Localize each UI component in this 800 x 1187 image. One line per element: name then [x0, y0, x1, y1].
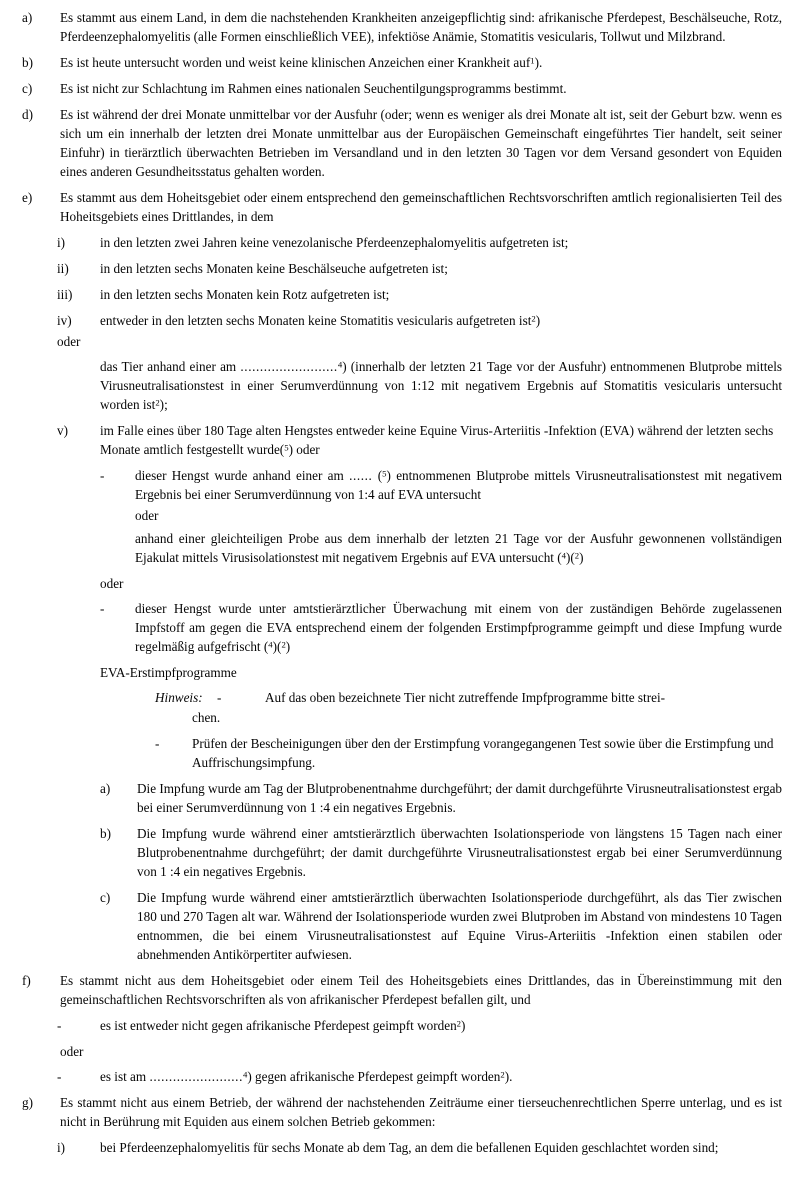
footnote-ref: 2: [456, 1018, 462, 1029]
list-item-text: [135, 466, 782, 504]
list-marker: f): [22, 973, 31, 988]
list-item-text: in den letzten sechs Monaten kein Rotz aufgetreten ist;: [100, 287, 390, 302]
list-marker: d): [22, 107, 33, 122]
list-item-e-iv: [0, 311, 800, 330]
list-item-text: Es stammt nicht aus einem Betrieb, der während der nachstehenden Zeiträume einer tierseuchenrechtlichen Sperre unterlag, und es ist nicht in Berührung mit Equiden aus einem solchen Betrieb gekommen:: [60, 1095, 782, 1129]
eva-program-c: [0, 888, 800, 964]
footnote-ref: 2: [574, 550, 580, 561]
list-marker: e): [22, 190, 33, 205]
footnote-ref: 4: [561, 550, 566, 561]
list-item-text: [100, 421, 782, 459]
eva-program-b: [0, 824, 800, 881]
text-part-2: )(: [566, 550, 575, 565]
text-part-3: );: [159, 397, 168, 412]
list-item-e-i: [0, 233, 800, 252]
list-marker: ii): [57, 261, 69, 276]
fill-in-blank-dots: ........................: [149, 1069, 243, 1084]
list-marker: c): [22, 81, 33, 96]
list-marker: iii): [57, 287, 73, 302]
footnote-ref: 5: [382, 468, 387, 479]
text-before-footnote: es ist entweder nicht gegen afrikanische Pferdepest geimpft worden: [100, 1018, 457, 1033]
footnote-ref: 2: [531, 313, 536, 324]
dash-marker: -: [217, 690, 222, 705]
list-item-text: Es stammt aus dem Hoheitsgebiet oder einem entsprechend den gemeinschaftlichen Rechtsvorschriften amtlich regionalisierten Teil des Hoheitsgebiets eines Drittlandes, in dem: [60, 190, 782, 224]
list-item-d: [0, 105, 800, 181]
list-item-e-v: [0, 421, 800, 459]
footnote-ref: 2: [281, 639, 286, 650]
text-part-1: das Tier anhand einer am: [100, 359, 241, 374]
hinweis-note: [0, 688, 800, 707]
list-item-e-v-dash-1: [0, 466, 800, 504]
list-item-e-v-dash-2: [0, 599, 800, 656]
list-item-e: [0, 188, 800, 226]
list-item-b: [0, 53, 800, 72]
dash-marker: -: [57, 1018, 62, 1033]
list-marker: v): [57, 423, 68, 438]
list-item-text: bei Pferdeenzephalomyelitis für sechs Monate ab dem Tag, an dem die befallenen Equiden geschlachtet worden sind;: [100, 1140, 719, 1155]
list-marker: a): [22, 10, 33, 25]
list-item-text: Die Impfung wurde am Tag der Blutprobenentnahme durchgeführt; der damit durchgeführte Virusneutralisationstest ergab bei einer Serumverdünnung von 1 :4 ein negatives Ergebnis.: [137, 781, 783, 815]
eva-programs-heading: EVA-Erstimpfprogramme: [100, 665, 237, 680]
document-body: [0, 8, 800, 1164]
dash-marker: -: [57, 1069, 62, 1084]
eva-program-a: [0, 779, 800, 817]
list-item-text: [100, 1016, 782, 1035]
text-part-1: es ist am: [100, 1069, 150, 1084]
dash-marker: -: [100, 601, 105, 616]
text-part-1: dieser Hengst wurde unter amtstierärztlicher Überwachung mit einem von der zuständigen Behörde zugelassenen Impfstoff am gegen die EVA entsprechend einem der folgenden Erstimpfprogramme geimpft und diese Impfung wurde regelmäßig aufgefrischt (: [135, 601, 782, 654]
text-before-footnote: im Falle eines über 180 Tage alten Hengstes entweder keine Equine Virus-Arteriitis -Infektion (EVA) während der letzten sechs Monate amtlich festgestellt wurde(: [100, 423, 774, 457]
list-item-text: [100, 311, 782, 330]
text-part-3: ) entnommenen Blutprobe mittels Virusneutralisationstest mit negativem Ergebnis bei einer Serumverdünnung von 1:4 auf EVA untersucht: [135, 468, 782, 502]
text-after-footnote: ) oder: [288, 442, 320, 457]
list-item-f: [0, 971, 800, 1009]
alternative-connector-oder-3: oder: [100, 576, 124, 591]
list-item-a: [0, 8, 800, 46]
list-item-text: Es ist nicht zur Schlachtung im Rahmen eines nationalen Seuchentilgungsprogramms bestimmt.: [60, 81, 567, 96]
list-item-text: Es ist während der drei Monate unmittelbar vor der Ausfuhr (oder; wenn es weniger als drei Monate alt ist, seit der Geburt bzw. wenn es sich um ein innerhalb der letzten drei Monate unmittelbar aus der Europäischen Gemeinschaft eingeführtes Tier handelt, seit seiner Einfuhr) in tierärztlich überwachten Betrieben im Versandland und in den letzten 30 Tagen vor dem Versand gesondert von Equiden eines anderen Gesundheitsstatus gehalten worden.: [60, 107, 782, 179]
list-item-e-ii: [0, 259, 800, 278]
alternative-connector-oder-1: oder: [57, 334, 81, 349]
text-after-footnote: ): [535, 313, 541, 328]
text-part-2: ) (innerhalb der letzten 21 Tage vor der Ausfuhr) entnommenen Blutprobe mittels Virusneutralisationstest in einer Serumverdünnung von 1:12 mit negativem Ergebnis auf Stomatitis vesicularis untersucht worden ist: [100, 359, 783, 412]
dash-marker: -: [155, 736, 160, 751]
footnote-ref: 5: [284, 442, 289, 453]
footnote-ref: 4: [242, 1069, 248, 1080]
list-item-text: Es stammt nicht aus dem Hoheitsgebiet oder einem Teil des Hoheitsgebiets eines Drittlandes, das in Übereinstimmung mit den gemeinschaftlichen Rechtsvorschriften als von afrikanischer Pferdepest befallen gilt, und: [60, 973, 782, 1007]
text-before-footnote: entweder in den letzten sechs Monaten keine Stomatitis vesicularis aufgetreten ist: [100, 313, 532, 328]
list-item-e-iv-alternative: [0, 357, 800, 414]
list-item-f-dash-1: [0, 1016, 800, 1035]
list-item-e-iii: [0, 285, 800, 304]
text-after-footnote: ): [461, 1018, 466, 1033]
text-part-2: )(: [272, 639, 282, 654]
fill-in-blank-dots: ......: [349, 468, 373, 483]
text-part-3: ): [579, 550, 584, 565]
hinweis-bullet-2: [0, 734, 800, 772]
list-item-text: in den letzten zwei Jahren keine venezolanische Pferdeenzephalomyelitis aufgetreten ist;: [100, 235, 569, 250]
text-after-footnote: ).: [534, 55, 543, 70]
list-item-f-dash-2: [0, 1067, 800, 1086]
text-part-1: dieser Hengst wurde anhand einer am: [135, 468, 350, 483]
dash-marker: -: [100, 468, 105, 483]
list-item-text: in den letzten sechs Monaten keine Beschälseuche aufgetreten ist;: [100, 261, 448, 276]
alternative-connector-oder-2: oder: [135, 508, 159, 523]
hinweis-text: Auf das oben bezeichnete Tier nicht zutreffende Impfprogramme bitte strei-: [265, 690, 666, 705]
list-item-text: [135, 599, 782, 656]
text-part-3: ): [285, 639, 291, 654]
list-marker: g): [22, 1095, 33, 1110]
list-item-e-v-dash-1-alternative: [0, 529, 800, 567]
list-marker: iv): [57, 313, 72, 328]
hinweis-bullet-text: Prüfen der Bescheinigungen über den der Erstimpfung vorangegangenen Test sowie über die Erstimpfung und Auffrischungsimpfung.: [192, 736, 774, 770]
fill-in-blank-dots: .........................: [240, 359, 338, 374]
list-item-c: [0, 79, 800, 98]
list-item-text: Es stammt aus einem Land, in dem die nachstehenden Krankheiten anzeigepflichtig sind: afrikanische Pferdepest, Beschälseuche, Rotz, Pferdeenzephalomyelitis (alle Formen einschließlich VEE), infektiöse Anämie, Stomatitis vesicularis, Tollwut und Milzbrand.: [60, 10, 782, 44]
list-marker: i): [57, 235, 66, 250]
footnote-ref: 4: [337, 359, 343, 370]
list-item-text: Die Impfung wurde während einer amtstierärztlich überwachten Isolationsperiode durchgeführt, als das Tier zwischen 180 und 270 Tagen alt war. Während der Isolationsperiode wurden zwei Blutproben im Abstand von mindestens 10 Tagen entnommen, die bei einem Virusneutralisationstest auf Equine Virus-Arteriitis -Infektion einen stabilen oder abnehmenden Antikörpertiter aufwiesen.: [137, 890, 782, 962]
alternative-connector-oder-f: oder: [60, 1044, 84, 1059]
list-marker: b): [22, 55, 33, 70]
text-part-1: anhand einer gleichteiligen Probe aus dem innerhalb der letzten 21 Tage vor der Ausfuhr gewonnenen vollständigen Ejakulat mittels Virusisolationstest mit negativem Ergebnis auf EVA untersucht (: [135, 531, 782, 565]
text-part-2: (: [372, 468, 383, 483]
footnote-ref: 1: [530, 55, 535, 66]
list-item-g: [0, 1093, 800, 1131]
list-item-g-i: [0, 1138, 800, 1157]
list-marker: b): [100, 826, 111, 841]
list-marker: i): [57, 1140, 66, 1155]
list-item-text: [100, 1067, 782, 1086]
list-marker: a): [100, 781, 111, 796]
hinweis-label: Hinweis:: [155, 690, 203, 705]
list-item-text: Die Impfung wurde während einer amtstierärztlich überwachten Isolationsperiode von längstens 15 Tagen nach einer Blutprobenentnahme durchgeführt; der damit durchgeführte Virusneutralisationstest ergab bei einer Serumverdünnung von 1 :4 ein negatives Ergebnis.: [137, 826, 782, 879]
text-part-3: ).: [504, 1069, 513, 1084]
footnote-ref: 2: [500, 1069, 505, 1080]
hinweis-text-continuation: chen.: [192, 710, 221, 725]
list-item-text: [60, 53, 782, 72]
text-before-footnote: Es ist heute untersucht worden und weist keine klinischen Anzeichen einer Krankheit auf: [60, 55, 531, 70]
text-part-2: ) gegen afrikanische Pferdepest geimpft worden: [247, 1069, 501, 1084]
footnote-ref: 4: [268, 639, 273, 650]
list-marker: c): [100, 890, 111, 905]
footnote-ref: 2: [155, 397, 160, 408]
